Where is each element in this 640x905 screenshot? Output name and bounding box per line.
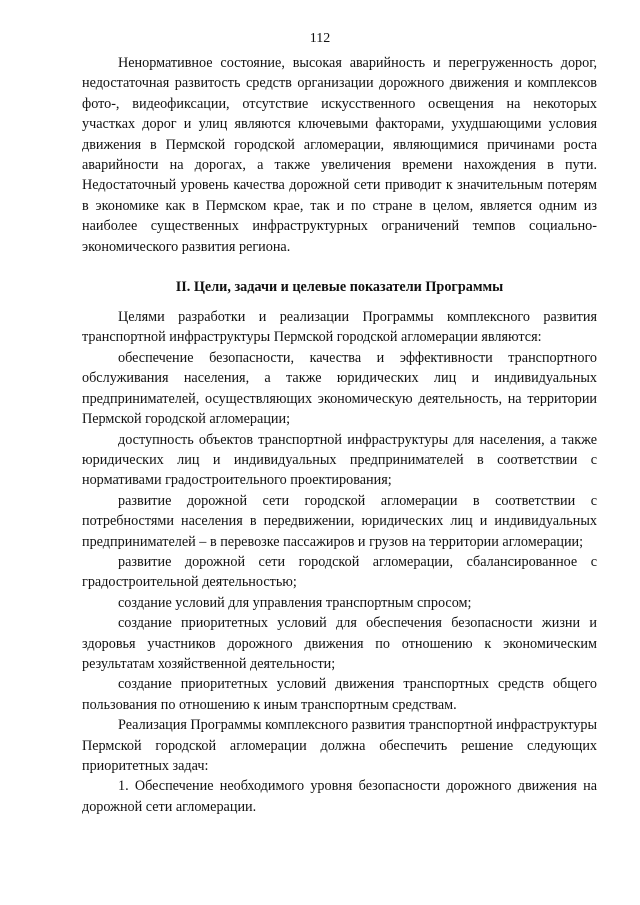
goals-intro-paragraph: Целями разработки и реализации Программы комплексного развития транспортной инфраструктуры Пермской городской агломерации являются: <box>82 309 597 346</box>
goal-item: создание приоритетных условий для обеспечения безопасности жизни и здоровья участников дорожного движения по отношению к экономическим результатам хозяйственной деятельности; <box>82 615 597 672</box>
section-heading: II. Цели, задачи и целевые показатели Программы <box>175 279 504 296</box>
document-body <box>82 53 597 817</box>
goal-item: развитие дорожной сети городской агломерации в соответствии с потребностями населения в передвижении, юридических лиц и индивидуальных предпринимателей – в перевозке пассажиров и грузов на территории агломерации; <box>82 492 597 550</box>
goal-item: обеспечение безопасности, качества и эффективности транспортного обслуживания населения, а также юридических лиц и индивидуальных предпринимателей, осуществляющих экономическую деятельность, на территории Пермской городской агломерации; <box>82 349 597 428</box>
goal-item: доступность объектов транспортной инфраструктуры для населения, а также юридических лиц и индивидуальных предпринимателей в соответствии с нормативами градостроительного проектирования; <box>82 431 597 489</box>
goal-item: развитие дорожной сети городской агломерации, сбалансированное с градостроительной деятельностью; <box>82 553 597 591</box>
page-number: 112 <box>309 31 331 46</box>
tasks-intro-paragraph: Реализация Программы комплексного развития транспортной инфраструктуры Пермской городской агломерации должна обеспечить решение следующих приоритетных задач: <box>82 717 597 774</box>
goal-item: создание условий для управления транспортным спросом; <box>118 594 472 611</box>
task-item: 1. Обеспечение необходимого уровня безопасности дорожного движения на дорожной сети агломерации. <box>82 778 597 815</box>
goal-item: создание приоритетных условий движения транспортных средств общего пользования по отношению к иным транспортным средствам. <box>82 676 597 713</box>
intro-paragraph: Ненормативное состояние, высокая аварийность и перегруженность дорог, недостаточная развитость средств организации дорожного движения и комплексов фото-, видеофиксации, отсутствие искусственного освещения на некоторых участках дорог и улиц являются ключевыми факторами, ухудшающими условия движения в Пермской городской агломерации, являющимися причинами роста аварийности на дорогах, а также увеличения времени нахождения в пути. Недостаточный уровень качества дорожной сети приводит к значительным потерям в экономике как в Пермском крае, так и по стране в целом, является одним из наиболее существенных инфраструктурных ограничений темпов социально-экономического развития региона. <box>82 55 597 255</box>
